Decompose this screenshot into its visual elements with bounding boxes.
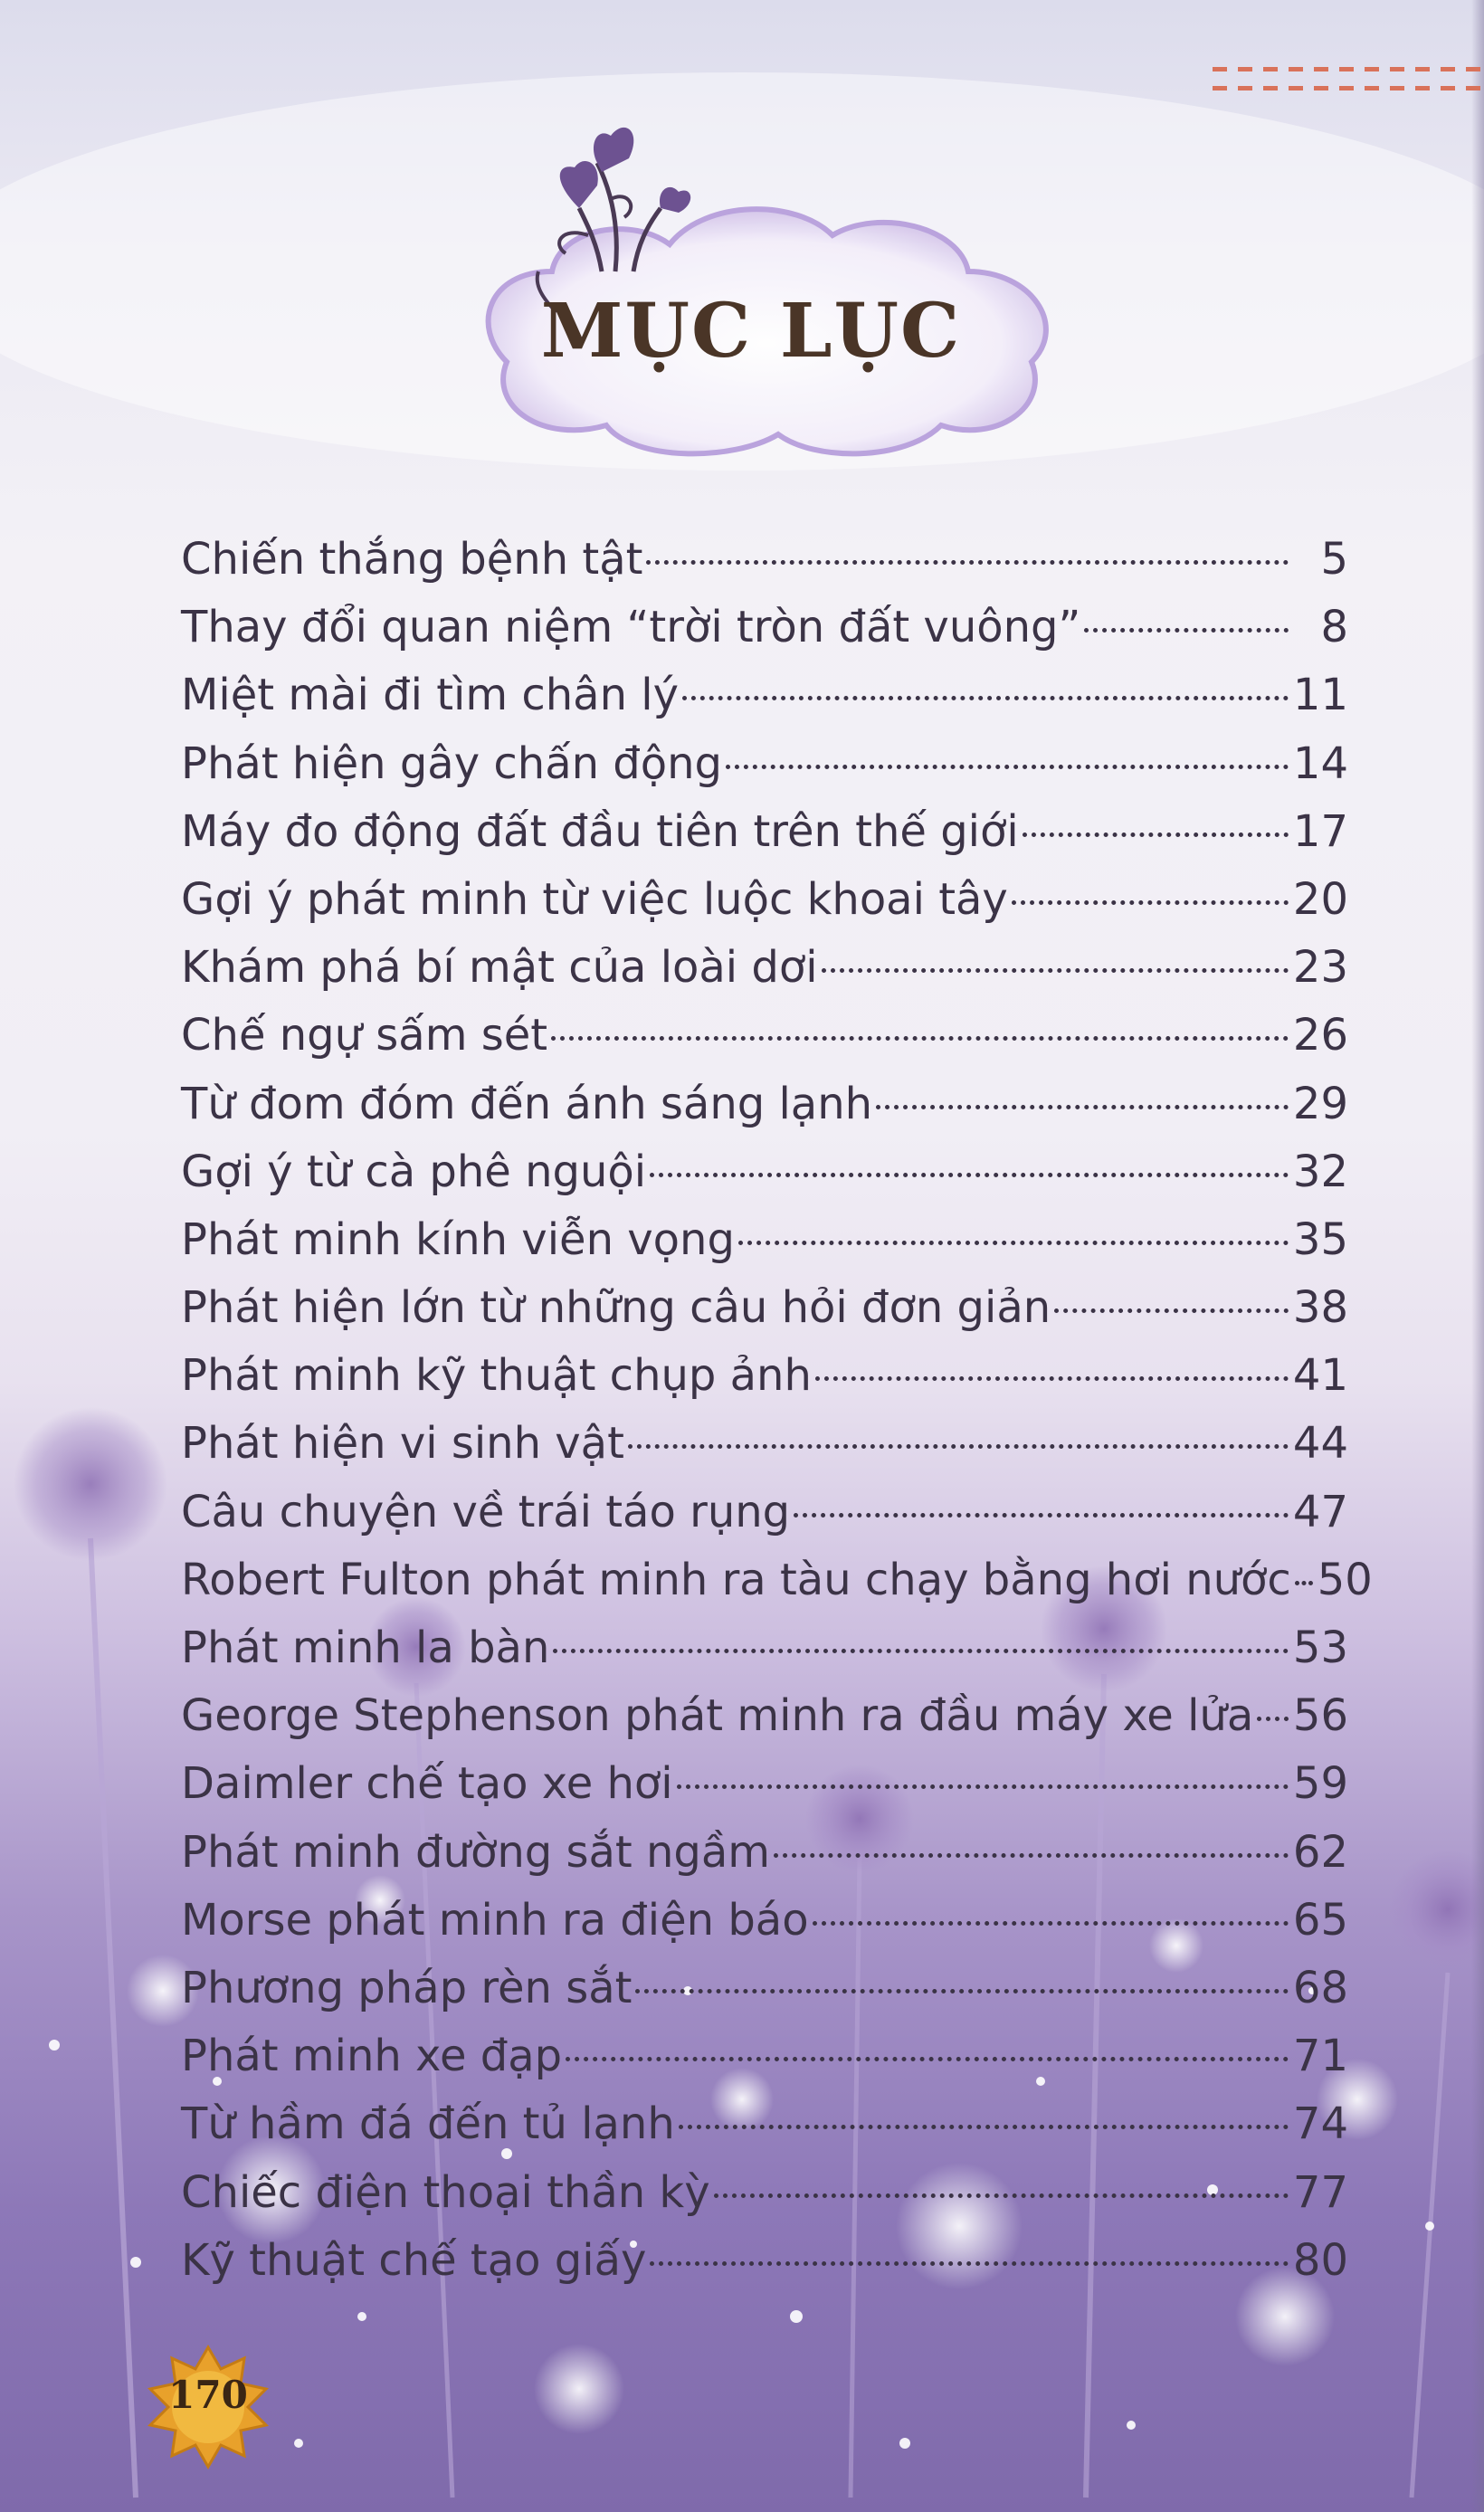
toc-entry bbox=[181, 1554, 1373, 1622]
toc-entry-title: Gợi ý từ cà phê nguội bbox=[181, 1146, 647, 1197]
toc-entry-title: Chiếc điện thoại thần kỳ bbox=[181, 2166, 710, 2218]
toc-dot-leader bbox=[650, 2261, 1289, 2266]
toc-dot-leader bbox=[813, 1921, 1289, 1926]
toc-entry-title: Phát minh kỹ thuật chụp ảnh bbox=[181, 1350, 812, 1402]
toc-entry-page: 5 bbox=[1320, 534, 1348, 585]
toc-entry-page: 65 bbox=[1292, 1894, 1348, 1946]
toc-entry-page: 62 bbox=[1292, 1826, 1348, 1878]
toc-entry bbox=[181, 1690, 1348, 1758]
toc-entry-title: Phát hiện gây chấn động bbox=[181, 737, 723, 789]
toc-entry bbox=[181, 2167, 1348, 2235]
toc-dot-leader bbox=[1084, 628, 1289, 633]
toc-entry bbox=[181, 1079, 1348, 1147]
toc-dot-leader bbox=[714, 2193, 1289, 2198]
toc-entry-title: Khám phá bí mật của loài dơi bbox=[181, 942, 818, 994]
toc-dot-leader bbox=[1295, 1581, 1313, 1585]
toc-entry bbox=[181, 2235, 1348, 2303]
toc-dot-leader bbox=[774, 1853, 1289, 1858]
toc-entry-page: 56 bbox=[1292, 1690, 1348, 1742]
toc-entry bbox=[181, 1827, 1348, 1895]
toc-entry bbox=[181, 1214, 1348, 1282]
toc-dot-leader bbox=[650, 1173, 1289, 1177]
toc-dot-leader bbox=[679, 2125, 1289, 2129]
toc-entry bbox=[181, 874, 1348, 942]
toc-entry-page: 68 bbox=[1292, 1962, 1348, 2013]
toc-entry-title: Robert Fulton phát minh ra tàu chạy bằng hơi nước bbox=[181, 1554, 1291, 1605]
toc-entry bbox=[181, 942, 1348, 1010]
toc-dot-leader bbox=[635, 1989, 1289, 1993]
toc-dot-leader bbox=[738, 1241, 1289, 1245]
toc-entry-page: 71 bbox=[1292, 2031, 1348, 2082]
toc-dot-leader bbox=[876, 1105, 1289, 1109]
toc-entry bbox=[181, 2031, 1348, 2098]
toc-dot-leader bbox=[566, 2057, 1289, 2061]
toc-entry bbox=[181, 602, 1348, 670]
toc-entry-title: Từ đom đóm đến ánh sáng lạnh bbox=[181, 1078, 873, 1129]
toc-entry bbox=[181, 1350, 1348, 1418]
toc-dot-leader bbox=[1054, 1308, 1289, 1313]
toc-dot-leader bbox=[628, 1444, 1289, 1449]
page-title: MỤC LỤC bbox=[540, 288, 962, 375]
page-edge-shadow bbox=[1471, 0, 1484, 2512]
toc-entry-page: 11 bbox=[1292, 670, 1348, 721]
toc-entry bbox=[181, 1895, 1348, 1963]
toc-entry-page: 20 bbox=[1292, 873, 1348, 925]
toc-entry bbox=[181, 1282, 1348, 1350]
toc-entry-page: 38 bbox=[1292, 1282, 1348, 1334]
toc-entry-page: 35 bbox=[1292, 1213, 1348, 1265]
toc-entry bbox=[181, 670, 1348, 737]
toc-entry-title: Chiến thắng bệnh tật bbox=[181, 534, 643, 585]
toc-entry-page: 74 bbox=[1292, 2098, 1348, 2150]
toc-dot-leader bbox=[726, 765, 1289, 769]
toc-entry-title: Phát minh la bàn bbox=[181, 1622, 550, 1673]
toc-entry-title: Từ hầm đá đến tủ lạnh bbox=[181, 2098, 675, 2150]
toc-entry-page: 77 bbox=[1292, 2166, 1348, 2218]
toc-entry-title: Chế ngự sấm sét bbox=[181, 1010, 548, 1061]
toc-entry-title: Máy đo động đất đầu tiên trên thế giới bbox=[181, 805, 1019, 857]
toc-dot-leader bbox=[822, 968, 1289, 973]
toc-entry-title: Phát hiện lớn từ những câu hỏi đơn giản bbox=[181, 1282, 1051, 1334]
toc-entry-title: Gợi ý phát minh từ việc luộc khoai tây bbox=[181, 873, 1008, 925]
toc-dot-leader bbox=[1257, 1717, 1289, 1721]
toc-entry-page: 80 bbox=[1292, 2234, 1348, 2286]
toc-entry-title: Daimler chế tạo xe hơi bbox=[181, 1758, 673, 1810]
toc-entry bbox=[181, 1963, 1348, 2031]
toc-entry-page: 26 bbox=[1292, 1010, 1348, 1061]
toc-entry bbox=[181, 2098, 1348, 2166]
toc-entry-title: Thay đổi quan niệm “trời tròn đất vuông” bbox=[181, 602, 1081, 653]
toc-dot-leader bbox=[1023, 833, 1289, 837]
toc-dot-leader bbox=[682, 696, 1289, 700]
toc-entry-page: 47 bbox=[1292, 1486, 1348, 1537]
toc-entry-title: George Stephenson phát minh ra đầu máy xe lửa bbox=[181, 1690, 1254, 1742]
toc-dot-leader bbox=[815, 1376, 1289, 1381]
toc-entry-title: Phát minh đường sắt ngầm bbox=[181, 1826, 771, 1878]
toc-entry-title: Phát hiện vi sinh vật bbox=[181, 1418, 624, 1470]
toc-entry-page: 53 bbox=[1292, 1622, 1348, 1673]
toc-dot-leader bbox=[1012, 900, 1289, 905]
toc-entry-page: 8 bbox=[1320, 602, 1348, 653]
toc-entry-page: 50 bbox=[1317, 1554, 1373, 1605]
toc-entry-page: 29 bbox=[1292, 1078, 1348, 1129]
toc-entry bbox=[181, 738, 1348, 806]
toc-entry bbox=[181, 1010, 1348, 1078]
toc-entry-title: Phương pháp rèn sắt bbox=[181, 1962, 633, 2013]
toc-entry bbox=[181, 1622, 1348, 1690]
toc-dot-leader bbox=[551, 1036, 1289, 1041]
toc-entry-page: 44 bbox=[1292, 1418, 1348, 1470]
toc-entry-page: 59 bbox=[1292, 1758, 1348, 1810]
toc-entry bbox=[181, 534, 1348, 602]
toc-entry-page: 23 bbox=[1292, 942, 1348, 994]
toc-entry-title: Morse phát minh ra điện báo bbox=[181, 1894, 809, 1946]
toc-entry bbox=[181, 806, 1348, 874]
toc-dot-leader bbox=[677, 1784, 1289, 1789]
toc-entry-title: Miệt mài đi tìm chân lý bbox=[181, 670, 680, 721]
toc-entry bbox=[181, 1758, 1348, 1826]
toc-entry bbox=[181, 1487, 1348, 1555]
toc-entry-page: 41 bbox=[1292, 1350, 1348, 1402]
table-of-contents bbox=[181, 534, 1373, 2303]
toc-entry-page: 14 bbox=[1292, 737, 1348, 789]
toc-dot-leader bbox=[794, 1513, 1289, 1518]
toc-entry-title: Phát minh xe đạp bbox=[181, 2031, 563, 2082]
toc-dot-leader bbox=[646, 560, 1289, 565]
page-number: 170 bbox=[168, 2373, 248, 2417]
toc-entry-title: Phát minh kính viễn vọng bbox=[181, 1213, 735, 1265]
toc-entry-page: 32 bbox=[1292, 1146, 1348, 1197]
toc-dot-leader bbox=[553, 1649, 1289, 1653]
toc-entry-title: Câu chuyện về trái táo rụng bbox=[181, 1486, 791, 1537]
toc-entry-title: Kỹ thuật chế tạo giấy bbox=[181, 2234, 647, 2286]
toc-entry-page: 17 bbox=[1292, 805, 1348, 857]
toc-entry bbox=[181, 1147, 1348, 1214]
toc-entry bbox=[181, 1418, 1348, 1486]
decorative-dashes bbox=[1213, 67, 1484, 121]
